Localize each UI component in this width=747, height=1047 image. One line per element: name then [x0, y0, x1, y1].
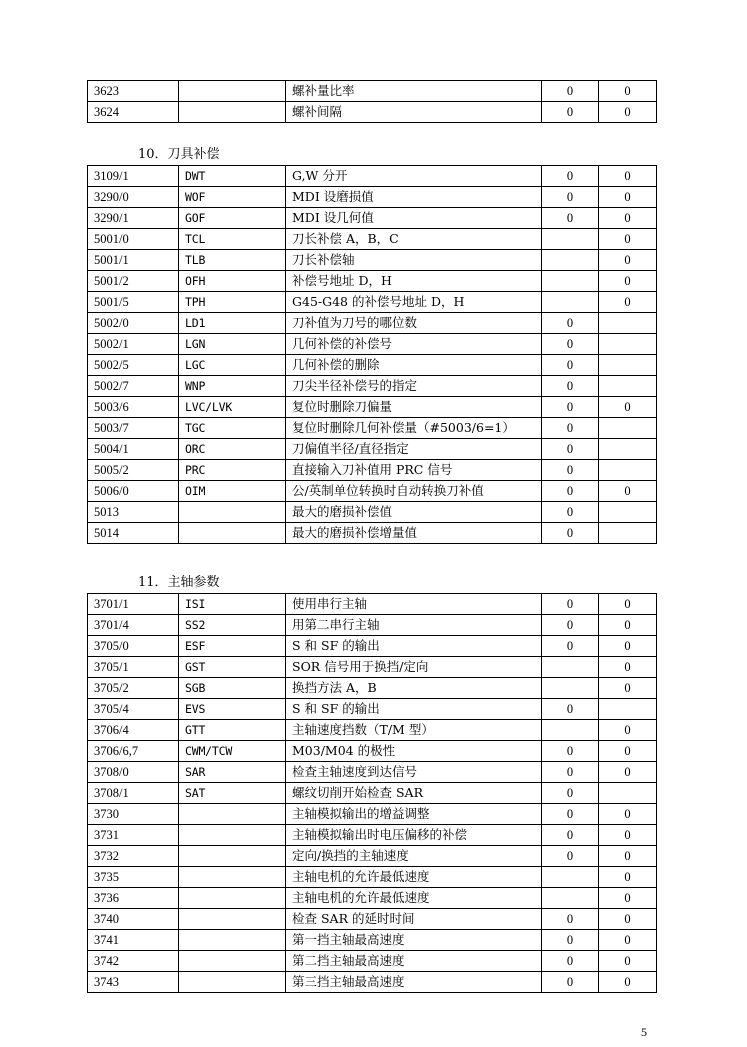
param-description: 公/英制单位转换时自动转换刀补值	[286, 481, 542, 502]
table-row	[88, 481, 657, 502]
param-flag-a: 0	[542, 397, 599, 418]
section-title-spindle-parameters: 11．主轴参数	[138, 575, 220, 590]
param-flag-b: 0	[599, 187, 657, 208]
param-number: 5002/7	[88, 376, 179, 397]
param-flag-b: 0	[599, 102, 657, 123]
param-flag-b: 0	[599, 271, 657, 292]
param-description: 复位时删除几何补偿量（#5003/6=1）	[286, 418, 542, 439]
param-number: 3708/0	[88, 762, 179, 783]
param-flag-a: 0	[542, 481, 599, 502]
table-row	[88, 502, 657, 523]
param-number: 3290/0	[88, 187, 179, 208]
param-symbol	[179, 81, 286, 102]
param-table-spindle-parameters-body	[88, 594, 657, 993]
param-flag-b	[599, 439, 657, 460]
param-flag-b: 0	[599, 951, 657, 972]
param-flag-b: 0	[599, 481, 657, 502]
param-flag-a: 0	[542, 825, 599, 846]
param-description: 螺补量比率	[286, 81, 542, 102]
param-description: 刀长补偿轴	[286, 250, 542, 271]
param-flag-a: 0	[542, 418, 599, 439]
param-number: 5001/0	[88, 229, 179, 250]
param-description: 主轴模拟输出的增益调整	[286, 804, 542, 825]
table-row	[88, 81, 657, 102]
table-row	[88, 720, 657, 741]
param-description: 刀偏值半径/直径指定	[286, 439, 542, 460]
param-number: 3705/2	[88, 678, 179, 699]
param-flag-a: 0	[542, 615, 599, 636]
param-flag-b: 0	[599, 972, 657, 993]
param-flag-b: 0	[599, 825, 657, 846]
param-number: 3740	[88, 909, 179, 930]
table-row	[88, 951, 657, 972]
param-description: G45-G48 的补偿号地址 D，H	[286, 292, 542, 313]
param-description: S 和 SF 的输出	[286, 699, 542, 720]
param-number: 3701/1	[88, 594, 179, 615]
param-description: 使用串行主轴	[286, 594, 542, 615]
param-flag-a: 0	[542, 741, 599, 762]
spindle-parameters-block	[87, 593, 657, 993]
page-number: 5	[641, 1025, 647, 1039]
param-symbol: EVS	[179, 699, 286, 720]
param-description: 刀长补偿 A，B，C	[286, 229, 542, 250]
param-flag-b: 0	[599, 867, 657, 888]
param-number: 3701/4	[88, 615, 179, 636]
param-flag-b: 0	[599, 741, 657, 762]
param-symbol: SAR	[179, 762, 286, 783]
param-table-tool-compensation-body	[88, 166, 657, 544]
param-number: 3624	[88, 102, 179, 123]
param-description: MDI 设几何值	[286, 208, 542, 229]
param-symbol: SS2	[179, 615, 286, 636]
param-number: 5003/6	[88, 397, 179, 418]
param-number: 5001/1	[88, 250, 179, 271]
param-symbol: TGC	[179, 418, 286, 439]
param-number: 3742	[88, 951, 179, 972]
param-symbol: WOF	[179, 187, 286, 208]
param-flag-b: 0	[599, 657, 657, 678]
param-flag-a: 0	[542, 762, 599, 783]
param-flag-a: 0	[542, 81, 599, 102]
param-flag-a: 0	[542, 439, 599, 460]
param-flag-b	[599, 502, 657, 523]
param-symbol: OFH	[179, 271, 286, 292]
param-description: M03/M04 的极性	[286, 741, 542, 762]
param-number: 5014	[88, 523, 179, 544]
table-row	[88, 846, 657, 867]
param-description: 最大的磨损补偿值	[286, 502, 542, 523]
param-number: 3290/1	[88, 208, 179, 229]
param-flag-b: 0	[599, 292, 657, 313]
param-flag-a: 0	[542, 376, 599, 397]
table-row	[88, 804, 657, 825]
param-number: 3623	[88, 81, 179, 102]
param-number: 5001/5	[88, 292, 179, 313]
table-row	[88, 867, 657, 888]
param-flag-a	[542, 292, 599, 313]
param-flag-a	[542, 678, 599, 699]
param-flag-b: 0	[599, 888, 657, 909]
table-row	[88, 334, 657, 355]
param-flag-a	[542, 720, 599, 741]
param-number: 3705/1	[88, 657, 179, 678]
param-flag-b	[599, 313, 657, 334]
table-row	[88, 460, 657, 481]
param-flag-b	[599, 418, 657, 439]
param-flag-a	[542, 229, 599, 250]
param-flag-a: 0	[542, 972, 599, 993]
param-flag-a: 0	[542, 909, 599, 930]
param-description: 第三挡主轴最高速度	[286, 972, 542, 993]
param-symbol: WNP	[179, 376, 286, 397]
param-flag-a: 0	[542, 523, 599, 544]
param-symbol: GOF	[179, 208, 286, 229]
param-flag-a: 0	[542, 187, 599, 208]
table-row	[88, 762, 657, 783]
param-symbol	[179, 888, 286, 909]
param-flag-a: 0	[542, 460, 599, 481]
param-flag-b: 0	[599, 229, 657, 250]
param-number: 3743	[88, 972, 179, 993]
param-flag-b	[599, 334, 657, 355]
param-table-spindle-parameters	[87, 593, 657, 993]
param-flag-b: 0	[599, 678, 657, 699]
table-row	[88, 523, 657, 544]
param-symbol	[179, 909, 286, 930]
param-description: 检查主轴速度到达信号	[286, 762, 542, 783]
param-symbol: TLB	[179, 250, 286, 271]
param-flag-b: 0	[599, 762, 657, 783]
param-symbol	[179, 846, 286, 867]
param-symbol: ESF	[179, 636, 286, 657]
param-symbol	[179, 102, 286, 123]
param-flag-b: 0	[599, 636, 657, 657]
param-flag-b: 0	[599, 720, 657, 741]
param-flag-a: 0	[542, 355, 599, 376]
param-description: 复位时删除刀偏量	[286, 397, 542, 418]
param-symbol	[179, 930, 286, 951]
param-flag-b: 0	[599, 615, 657, 636]
table-row	[88, 657, 657, 678]
param-description: 第二挡主轴最高速度	[286, 951, 542, 972]
table-row	[88, 313, 657, 334]
param-description: 几何补偿的删除	[286, 355, 542, 376]
param-flag-a: 0	[542, 846, 599, 867]
param-description: 主轴电机的允许最低速度	[286, 867, 542, 888]
param-number: 5002/0	[88, 313, 179, 334]
param-number: 3708/1	[88, 783, 179, 804]
table-row	[88, 972, 657, 993]
table-row	[88, 166, 657, 187]
param-number: 3705/4	[88, 699, 179, 720]
param-flag-b: 0	[599, 594, 657, 615]
table-row	[88, 102, 657, 123]
param-number: 3109/1	[88, 166, 179, 187]
param-flag-a	[542, 888, 599, 909]
param-symbol	[179, 804, 286, 825]
param-flag-b: 0	[599, 250, 657, 271]
param-flag-a: 0	[542, 783, 599, 804]
param-flag-a: 0	[542, 699, 599, 720]
param-symbol	[179, 867, 286, 888]
table-row	[88, 250, 657, 271]
param-number: 3706/6,7	[88, 741, 179, 762]
table-row	[88, 271, 657, 292]
param-number: 5003/7	[88, 418, 179, 439]
param-description: G,W 分开	[286, 166, 542, 187]
param-description: 换挡方法 A，B	[286, 678, 542, 699]
param-description: 螺纹切削开始检查 SAR	[286, 783, 542, 804]
param-description: S 和 SF 的输出	[286, 636, 542, 657]
param-number: 5013	[88, 502, 179, 523]
param-number: 3732	[88, 846, 179, 867]
param-table-top	[87, 80, 657, 123]
param-flag-a: 0	[542, 502, 599, 523]
param-flag-a: 0	[542, 313, 599, 334]
param-symbol	[179, 825, 286, 846]
param-symbol: DWT	[179, 166, 286, 187]
param-flag-a	[542, 867, 599, 888]
table-row	[88, 594, 657, 615]
param-flag-a	[542, 250, 599, 271]
param-flag-a	[542, 657, 599, 678]
param-flag-a: 0	[542, 804, 599, 825]
table-row	[88, 397, 657, 418]
param-symbol: LGN	[179, 334, 286, 355]
param-flag-a: 0	[542, 636, 599, 657]
param-table-tool-compensation	[87, 165, 657, 544]
param-symbol: TCL	[179, 229, 286, 250]
param-description: 检查 SAR 的延时时间	[286, 909, 542, 930]
param-description: 几何补偿的补偿号	[286, 334, 542, 355]
param-flag-b: 0	[599, 846, 657, 867]
param-flag-b: 0	[599, 397, 657, 418]
param-number: 5002/1	[88, 334, 179, 355]
param-description: 主轴电机的允许最低速度	[286, 888, 542, 909]
table-row	[88, 439, 657, 460]
param-table-top-body	[88, 81, 657, 123]
param-description: 主轴速度挡数（T/M 型）	[286, 720, 542, 741]
param-symbol: LD1	[179, 313, 286, 334]
param-number: 3736	[88, 888, 179, 909]
param-flag-b	[599, 523, 657, 544]
param-symbol: CWM/TCW	[179, 741, 286, 762]
param-flag-a	[542, 271, 599, 292]
param-number: 3731	[88, 825, 179, 846]
table-row	[88, 699, 657, 720]
param-description: 补偿号地址 D，H	[286, 271, 542, 292]
param-flag-b	[599, 783, 657, 804]
param-description: 最大的磨损补偿增量值	[286, 523, 542, 544]
param-symbol: SGB	[179, 678, 286, 699]
param-description: 第一挡主轴最高速度	[286, 930, 542, 951]
param-description: MDI 设磨损值	[286, 187, 542, 208]
param-symbol: OIM	[179, 481, 286, 502]
param-flag-a: 0	[542, 951, 599, 972]
param-symbol	[179, 523, 286, 544]
param-number: 3705/0	[88, 636, 179, 657]
param-flag-b: 0	[599, 208, 657, 229]
table-row	[88, 636, 657, 657]
table-row	[88, 208, 657, 229]
param-number: 5004/1	[88, 439, 179, 460]
param-description: 直接输入刀补值用 PRC 信号	[286, 460, 542, 481]
param-flag-b: 0	[599, 930, 657, 951]
param-flag-b: 0	[599, 166, 657, 187]
param-number: 3706/4	[88, 720, 179, 741]
table-row	[88, 355, 657, 376]
param-description: 刀补值为刀号的哪位数	[286, 313, 542, 334]
param-flag-b	[599, 460, 657, 481]
param-flag-a: 0	[542, 334, 599, 355]
param-number: 3735	[88, 867, 179, 888]
param-flag-b	[599, 376, 657, 397]
param-symbol: GST	[179, 657, 286, 678]
param-flag-b: 0	[599, 909, 657, 930]
table-row	[88, 229, 657, 250]
param-number: 5005/2	[88, 460, 179, 481]
param-symbol	[179, 951, 286, 972]
param-number: 5002/5	[88, 355, 179, 376]
param-number: 5006/0	[88, 481, 179, 502]
param-flag-a: 0	[542, 930, 599, 951]
param-flag-b: 0	[599, 804, 657, 825]
param-flag-b: 0	[599, 81, 657, 102]
tool-compensation-block	[87, 165, 657, 544]
table-row	[88, 187, 657, 208]
param-description: 定向/换挡的主轴速度	[286, 846, 542, 867]
param-symbol: ISI	[179, 594, 286, 615]
table-row	[88, 292, 657, 313]
table-row	[88, 741, 657, 762]
section-title-tool-compensation: 10．刀具补偿	[138, 147, 220, 162]
table-row	[88, 783, 657, 804]
param-number: 5001/2	[88, 271, 179, 292]
param-symbol: LGC	[179, 355, 286, 376]
param-flag-a: 0	[542, 166, 599, 187]
param-number: 3741	[88, 930, 179, 951]
param-symbol: ORC	[179, 439, 286, 460]
param-symbol: PRC	[179, 460, 286, 481]
param-flag-b	[599, 699, 657, 720]
param-flag-b	[599, 355, 657, 376]
param-description: 用第二串行主轴	[286, 615, 542, 636]
param-description: SOR 信号用于换挡/定向	[286, 657, 542, 678]
param-flag-a: 0	[542, 208, 599, 229]
param-symbol: SAT	[179, 783, 286, 804]
table-row	[88, 888, 657, 909]
param-symbol: GTT	[179, 720, 286, 741]
param-symbol	[179, 972, 286, 993]
table-row	[88, 376, 657, 397]
table-row	[88, 825, 657, 846]
table-row	[88, 678, 657, 699]
table-row	[88, 930, 657, 951]
param-symbol: LVC/LVK	[179, 397, 286, 418]
param-symbol	[179, 502, 286, 523]
param-description: 螺补间隔	[286, 102, 542, 123]
param-flag-a: 0	[542, 594, 599, 615]
param-symbol: TPH	[179, 292, 286, 313]
param-flag-a: 0	[542, 102, 599, 123]
table-row	[88, 418, 657, 439]
top-table-block	[87, 80, 657, 123]
table-row	[88, 909, 657, 930]
param-description: 刀尖半径补偿号的指定	[286, 376, 542, 397]
table-row	[88, 615, 657, 636]
param-description: 主轴模拟输出时电压偏移的补偿	[286, 825, 542, 846]
param-number: 3730	[88, 804, 179, 825]
